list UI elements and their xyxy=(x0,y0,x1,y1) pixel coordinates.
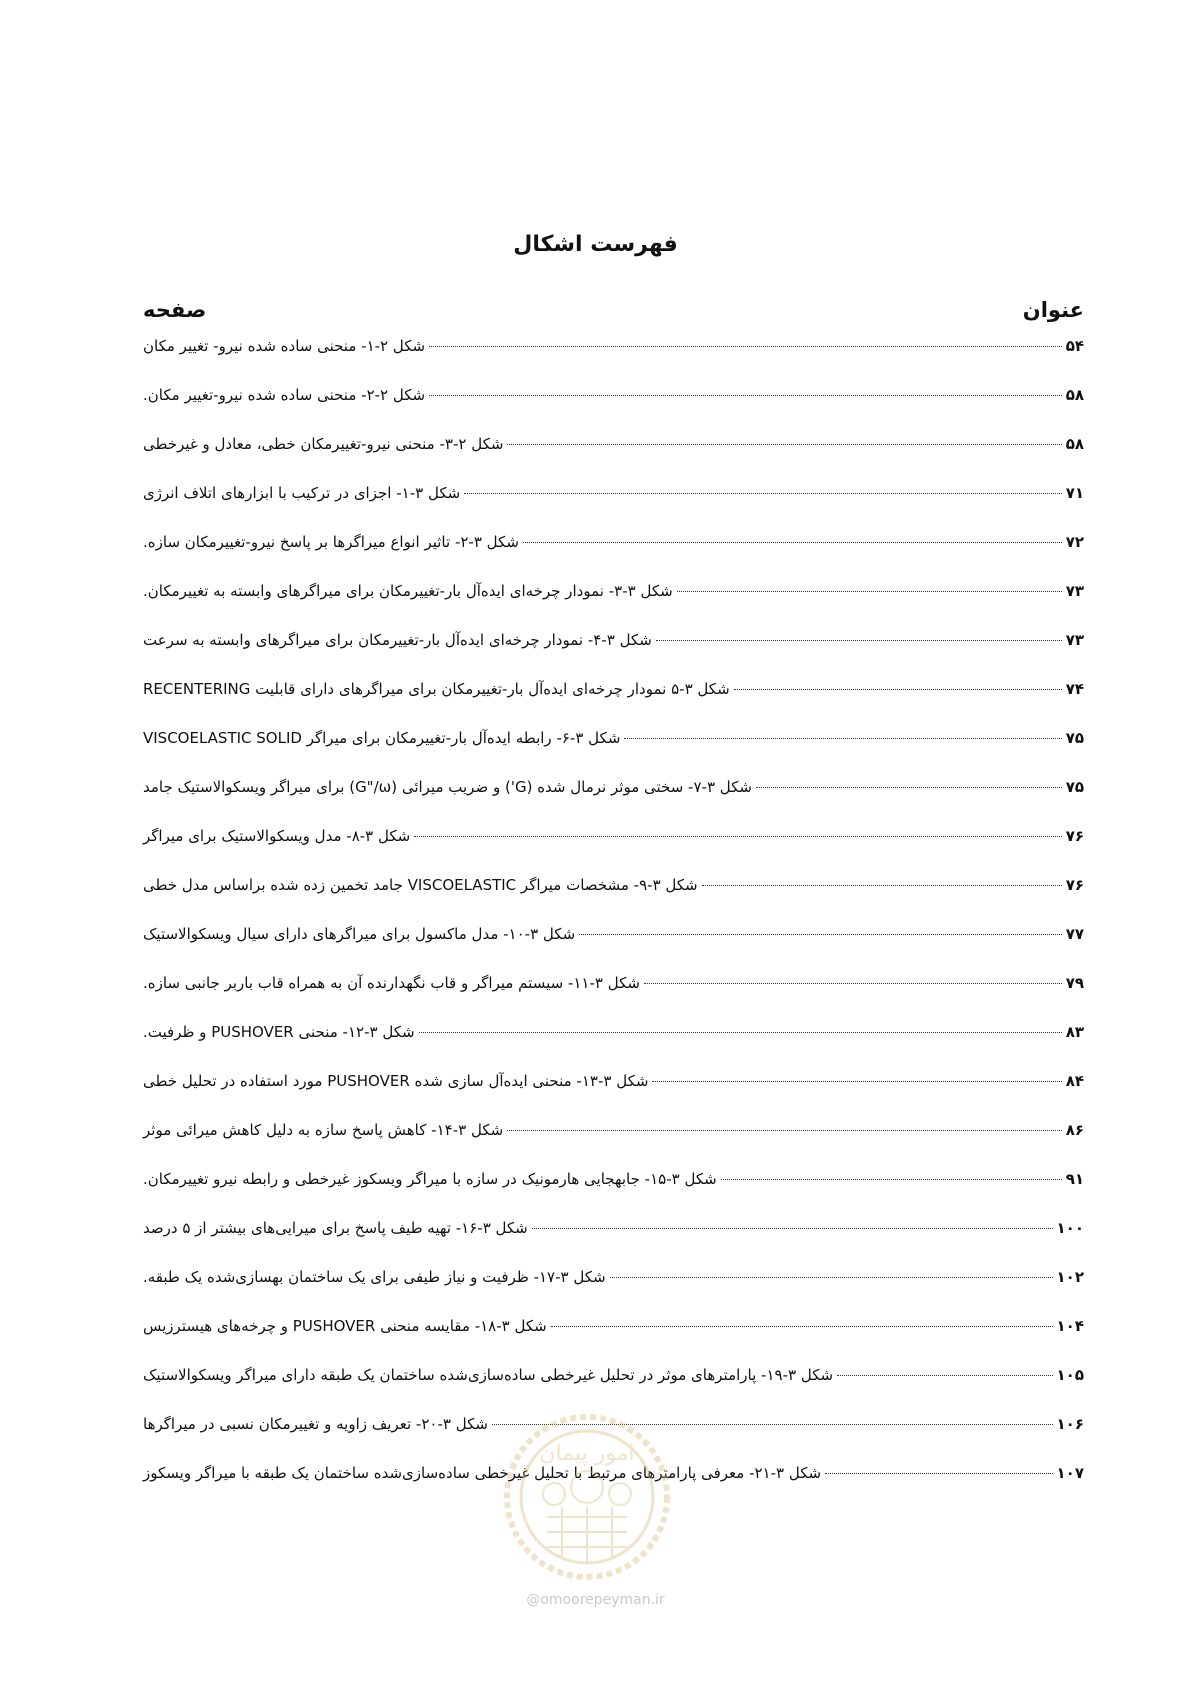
leader-dots xyxy=(677,591,1062,592)
entry-title: شکل ۳-۲- تاثیر انواع میراگرها بر پاسخ نیرو-تغییرمکان سازه. xyxy=(143,533,519,551)
leader-dots xyxy=(734,689,1062,690)
toc-entry[interactable] xyxy=(143,1072,1084,1121)
watermark-site: @omoorepeyman.ir xyxy=(526,1592,665,1608)
entry-page: ۵۸ xyxy=(1065,435,1084,453)
entry-title: شکل ۲-۲- منحنی ساده شده نیرو-تغییر مکان. xyxy=(143,386,426,404)
entry-title: شکل ۳-۱۳- منحنی ایده‌آل سازی شده PUSHOVER مورد استفاده در تحلیل خطی xyxy=(143,1072,649,1090)
leader-dots xyxy=(624,738,1061,739)
entry-title: شکل ۳-۸- مدل ویسکوالاستیک برای میراگر xyxy=(143,827,411,845)
column-header-page: صفحه xyxy=(143,298,207,322)
leader-dots xyxy=(644,983,1062,984)
leader-dots xyxy=(429,346,1062,347)
leader-dots xyxy=(652,1081,1061,1082)
entry-page: ۸۴ xyxy=(1065,1072,1084,1090)
entry-page: ۷۵ xyxy=(1065,729,1084,747)
leader-dots xyxy=(721,1179,1062,1180)
watermark-seal-icon xyxy=(502,1412,672,1582)
toc-entry[interactable] xyxy=(143,1170,1084,1219)
entry-page: ۷۱ xyxy=(1065,484,1084,502)
entry-title: شکل ۳-۱۰- مدل ماکسول برای میراگرهای دارای سیال ویسکوالاستیک xyxy=(143,925,576,943)
toc-entry[interactable] xyxy=(143,1219,1084,1268)
entry-title: شکل ۳-۱۴- کاهش پاسخ سازه به دلیل کاهش میرائی موثر xyxy=(143,1121,504,1139)
entry-page: ۱۰۲ xyxy=(1056,1268,1084,1286)
toc-entry[interactable] xyxy=(143,876,1084,925)
leader-dots xyxy=(414,836,1061,837)
entry-page: ۸۳ xyxy=(1065,1023,1084,1041)
entry-page: ۸۶ xyxy=(1065,1121,1084,1139)
entry-page: ۱۰۴ xyxy=(1056,1317,1084,1335)
toc-entry[interactable] xyxy=(143,435,1084,484)
entry-page: ۹۱ xyxy=(1065,1170,1084,1188)
toc-entry[interactable] xyxy=(143,827,1084,876)
entry-title: شکل ۳-۱۲- منحنی PUSHOVER و ظرفیت. xyxy=(143,1023,415,1041)
entry-title: شکل ۳-۱- اجزای در ترکیب با ابزارهای اتلاف انرژی xyxy=(143,484,461,502)
entry-title: شکل ۳-۱۷- ظرفیت و نیاز طیفی برای یک ساختمان بهسازی‌شده یک طبقه. xyxy=(143,1268,606,1286)
toc-entry[interactable] xyxy=(143,1023,1084,1072)
toc-entry[interactable] xyxy=(143,974,1084,1023)
entry-page: ۱۰۶ xyxy=(1056,1415,1084,1433)
toc-entry[interactable] xyxy=(143,1268,1084,1317)
toc-entry[interactable] xyxy=(143,1366,1084,1415)
toc-entry[interactable] xyxy=(143,680,1084,729)
toc-entry[interactable] xyxy=(143,1317,1084,1366)
entry-page: ۱۰۵ xyxy=(1056,1366,1084,1384)
toc-entry[interactable] xyxy=(143,386,1084,435)
entry-page: ۷۳ xyxy=(1065,582,1084,600)
entry-page: ۱۰۰ xyxy=(1056,1219,1084,1237)
leader-dots xyxy=(507,444,1061,445)
page-title: فهرست اشکال xyxy=(513,232,678,257)
entry-page: ۷۹ xyxy=(1065,974,1084,992)
toc-entry[interactable] xyxy=(143,337,1084,386)
entry-title: شکل ۳-۷- سختی موثر نرمال شده (G') و ضریب میرائی (G"/ω) برای میراگر ویسکوالاستیک جامد xyxy=(143,778,752,796)
leader-dots xyxy=(551,1326,1053,1327)
toc-entry[interactable] xyxy=(143,582,1084,631)
toc-entry[interactable] xyxy=(143,1121,1084,1170)
entry-page: ۵۸ xyxy=(1065,386,1084,404)
entry-title: شکل ۳-۱۵- جابهجایی هارمونیک در سازه با میراگر ویسکوز غیرخطی و رابطه نیرو تغییرمکان. xyxy=(143,1170,717,1188)
entry-title: شکل ۳-۱۸- مقایسه منحنی PUSHOVER و چرخه‌های هیسترزیس xyxy=(143,1317,547,1335)
entry-page: ۷۳ xyxy=(1065,631,1084,649)
toc-entry[interactable] xyxy=(143,925,1084,974)
leader-dots xyxy=(464,493,1062,494)
toc-entry[interactable] xyxy=(143,778,1084,827)
leader-dots xyxy=(837,1375,1052,1376)
column-header-title: عنوان xyxy=(1022,298,1084,322)
entry-page: ۱۰۷ xyxy=(1056,1464,1084,1482)
entry-page: ۷۶ xyxy=(1065,876,1084,894)
entry-page: ۷۴ xyxy=(1065,680,1084,698)
seal-text: امور پیمان xyxy=(539,1441,635,1466)
leader-dots xyxy=(610,1277,1053,1278)
entry-title: شکل ۳-۱۶- تهیه طیف پاسخ برای میرایی‌های بیشتر از ۵ درصد xyxy=(143,1219,528,1237)
leader-dots xyxy=(579,934,1062,935)
entry-page: ۵۴ xyxy=(1065,337,1084,355)
entry-title: شکل ۳-۶- رابطه ایده‌آل بار-تغییرمکان برای میراگر VISCOELASTIC SOLID xyxy=(143,729,621,747)
entry-title: شکل ۲-۱- منحنی ساده شده نیرو- تغییر مکان xyxy=(143,337,426,355)
entry-title: شکل ۳-۵ نمودار چرخه‌ای ایده‌آل بار-تغییرمکان برای میراگرهای دارای قابلیت RECENTERING xyxy=(143,680,730,698)
entry-title: شکل ۳-۲۰- تعریف زاویه و تغییرمکان نسبی در میراگرها xyxy=(143,1415,488,1433)
toc-entry[interactable] xyxy=(143,533,1084,582)
leader-dots xyxy=(532,1228,1053,1229)
toc-entry[interactable] xyxy=(143,729,1084,778)
entry-title: شکل ۳-۱۹- پارامترهای موثر در تحلیل غیرخطی ساده‌سازی‌شده ساختمان یک طبقه دارای میراگر ویسکوالاستیک xyxy=(143,1366,834,1384)
leader-dots xyxy=(656,640,1062,641)
leader-dots xyxy=(825,1473,1052,1474)
entry-page: ۷۵ xyxy=(1065,778,1084,796)
leader-dots xyxy=(507,1130,1062,1131)
figures-list xyxy=(143,337,1084,1513)
entry-title: شکل ۳-۳- نمودار چرخه‌ای ایده‌آل بار-تغییرمکان برای میراگرهای وابسته به تغییرمکان. xyxy=(143,582,673,600)
entry-title: شکل ۳-۴- نمودار چرخه‌ای ایده‌آل بار-تغییرمکان برای میراگرهای وابسته به سرعت xyxy=(143,631,652,649)
leader-dots xyxy=(756,787,1062,788)
leader-dots xyxy=(419,1032,1062,1033)
entry-title: شکل ۲-۳- منحنی نیرو-تغییرمکان خطی، معادل و غیرخطی xyxy=(143,435,504,453)
leader-dots xyxy=(702,885,1062,886)
entry-title: شکل ۳-۹- مشخصات میراگر VISCOELASTIC جامد تخمین زده شده براساس مدل خطی xyxy=(143,876,698,894)
entry-title: شکل ۳-۲۱- معرفی پارامترهای مرتبط با تحلیل غیرخطی ساده‌سازی‌شده ساختمان یک طبقه با میراگر ویسکوز xyxy=(143,1464,822,1482)
entry-page: ۷۲ xyxy=(1065,533,1084,551)
entry-title: شکل ۳-۱۱- سیستم میراگر و قاب نگهدارنده آن به همراه قاب باربر جانبی سازه. xyxy=(143,974,640,992)
toc-entry[interactable] xyxy=(143,484,1084,533)
leader-dots xyxy=(523,542,1062,543)
toc-entry[interactable] xyxy=(143,631,1084,680)
entry-page: ۷۶ xyxy=(1065,827,1084,845)
leader-dots xyxy=(429,395,1062,396)
entry-page: ۷۷ xyxy=(1065,925,1084,943)
